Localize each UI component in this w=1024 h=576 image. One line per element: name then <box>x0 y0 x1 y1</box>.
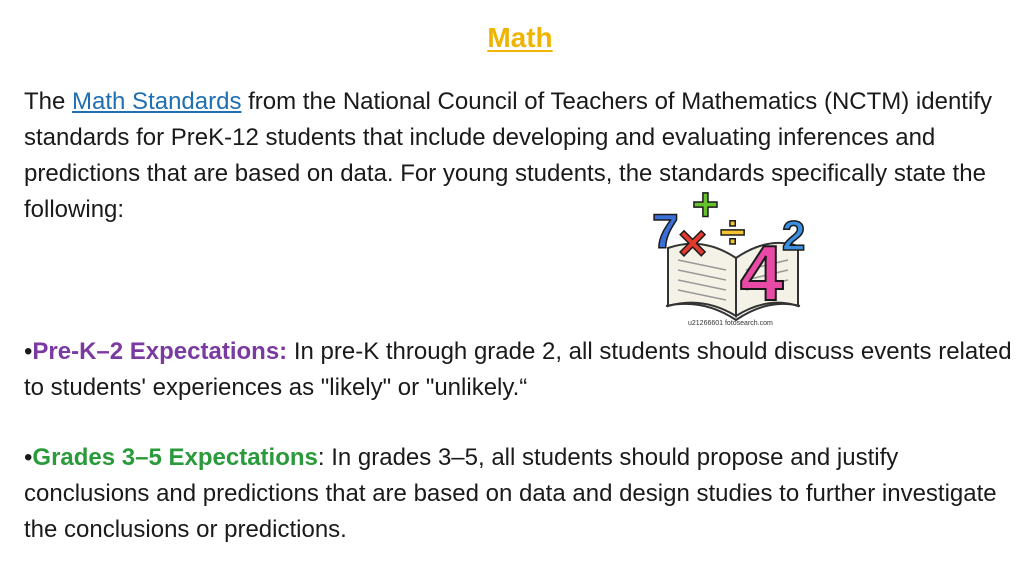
four-symbol: 4 <box>740 229 784 317</box>
seven-symbol: 7 <box>652 206 679 259</box>
plus-symbol: + <box>692 188 719 230</box>
slide-title: Math <box>487 22 553 53</box>
divide-symbol: ÷ <box>720 206 746 258</box>
prek2-heading: Pre-K–2 Expectations: <box>32 338 288 365</box>
times-symbol: × <box>678 215 708 271</box>
grades3-5-text: : In grades 3–5, all students should propose and justify conclusions and predictions that are based on data and design studies to further investigate the conclusions or predictions. <box>24 444 997 543</box>
math-standards-link[interactable]: Math Standards <box>72 88 242 115</box>
intro-paragraph <box>24 84 1014 228</box>
intro-suffix: from the National Council of Teachers of Mathematics (NCTM) identify standards for PreK-12 students that include developing and evaluating inferences and predictions that are based on data. For young students, the standards specifically state the following: <box>24 88 992 223</box>
math-book-icon <box>648 188 818 328</box>
bullet-marker: • <box>24 338 33 365</box>
intro-prefix: The <box>24 88 73 115</box>
grades3-5-heading: Grades 3–5 Expectations <box>32 444 318 471</box>
watermark-text: u21266601 fotosearch.com <box>688 320 773 327</box>
bullet-prek2 <box>24 334 1014 406</box>
two-symbol: 2 <box>782 212 806 259</box>
prek2-text: In pre-K through grade 2, all students should discuss events related to students' experiences as "likely" or "unlikely.“ <box>24 338 1012 401</box>
bullet-grades3-5 <box>24 440 1014 548</box>
bullet-marker: • <box>24 444 33 471</box>
